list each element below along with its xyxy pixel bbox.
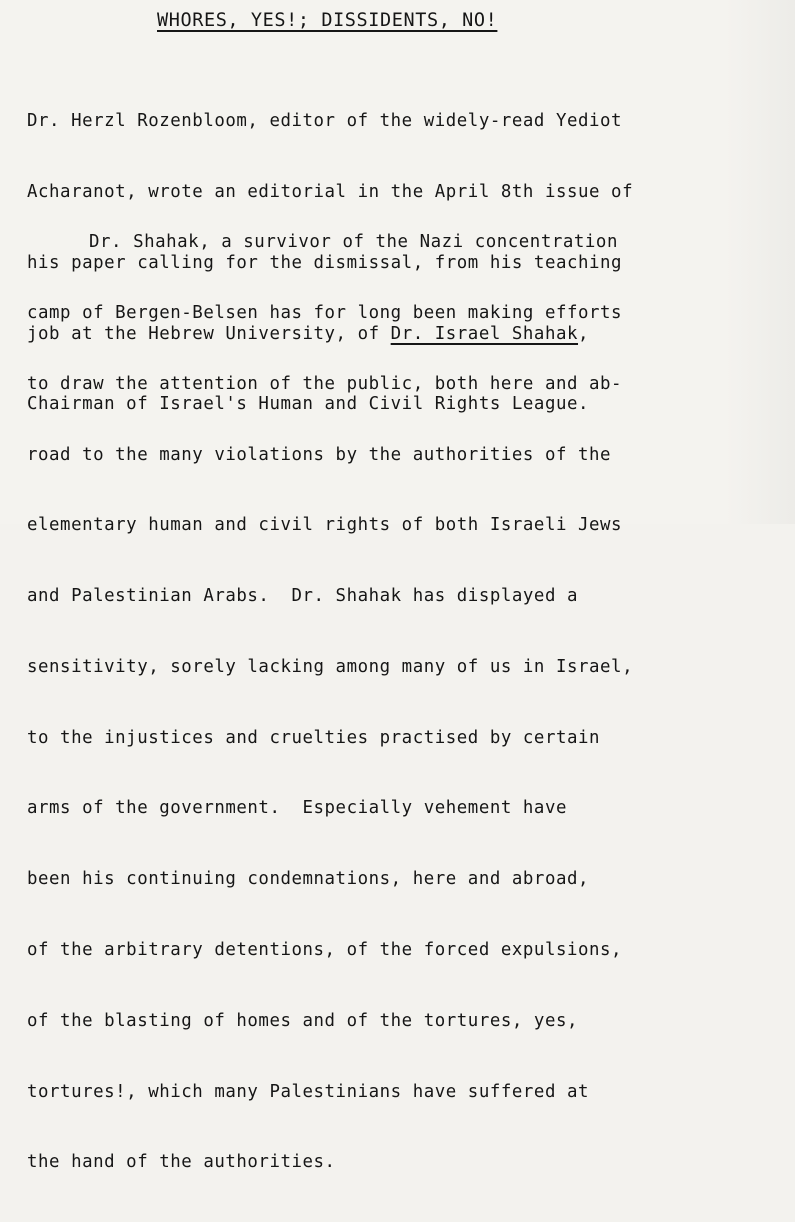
- paragraph-2-line-5: elementary human and civil rights of both Israeli Jews: [27, 515, 623, 536]
- paragraph-2: [27, 184, 633, 1222]
- paragraph-2-line-8: to the injustices and cruelties practised by certain: [27, 727, 601, 748]
- paragraph-2-line-14: the hand of the authorities.: [27, 1152, 336, 1173]
- paragraph-1-line-1: Dr. Herzl Rozenbloom, editor of the widely-read Yediot: [27, 111, 623, 132]
- paragraph-2-line-1: [27, 231, 633, 255]
- paragraph-2-line-12: of the blasting of homes and of the tortures, yes,: [27, 1010, 579, 1031]
- paragraph-1-line-3: his paper calling for the dismissal, from his teaching: [27, 252, 623, 273]
- paragraph-2-line-9: arms of the government. Especially vehement have: [27, 798, 567, 819]
- article-title: WHORES, YES!; DISSIDENTS, NO!: [157, 10, 498, 31]
- underlined-name: Dr. Israel Shahak: [390, 323, 579, 344]
- paragraph-2-line-1-text: Dr. Shahak, a survivor of the Nazi concentration: [89, 232, 618, 253]
- bleed-through-shadow: [725, 0, 795, 524]
- paragraph-2-line-7: sensitivity, sorely lacking among many of us in Israel,: [27, 656, 634, 677]
- paragraph-2-line-13: tortures!, which many Palestinians have suffered at: [27, 1081, 590, 1102]
- paragraph-2-line-3: to draw the attention of the public, both here and ab-: [27, 373, 623, 394]
- paragraph-1-line-2: Acharanot, wrote an editorial in the April 8th issue of: [27, 181, 634, 202]
- paragraph-2-line-2: camp of Bergen-Belsen has for long been making efforts: [27, 302, 623, 323]
- paragraph-1-line-4-text: job at the Hebrew University, of: [27, 323, 391, 344]
- paragraph-1-line-5: Chairman of Israel's Human and Civil Rights League.: [27, 394, 590, 415]
- paragraph-2-line-4: road to the many violations by the authorities of the: [27, 444, 612, 465]
- paragraph-2-line-6: and Palestinian Arabs. Dr. Shahak has displayed a: [27, 586, 579, 607]
- paragraph-2-line-11: of the arbitrary detentions, of the forced expulsions,: [27, 940, 623, 960]
- paragraph-2-line-10: been his continuing condemnations, here and abroad,: [27, 869, 590, 890]
- name-comma: ,: [578, 323, 590, 344]
